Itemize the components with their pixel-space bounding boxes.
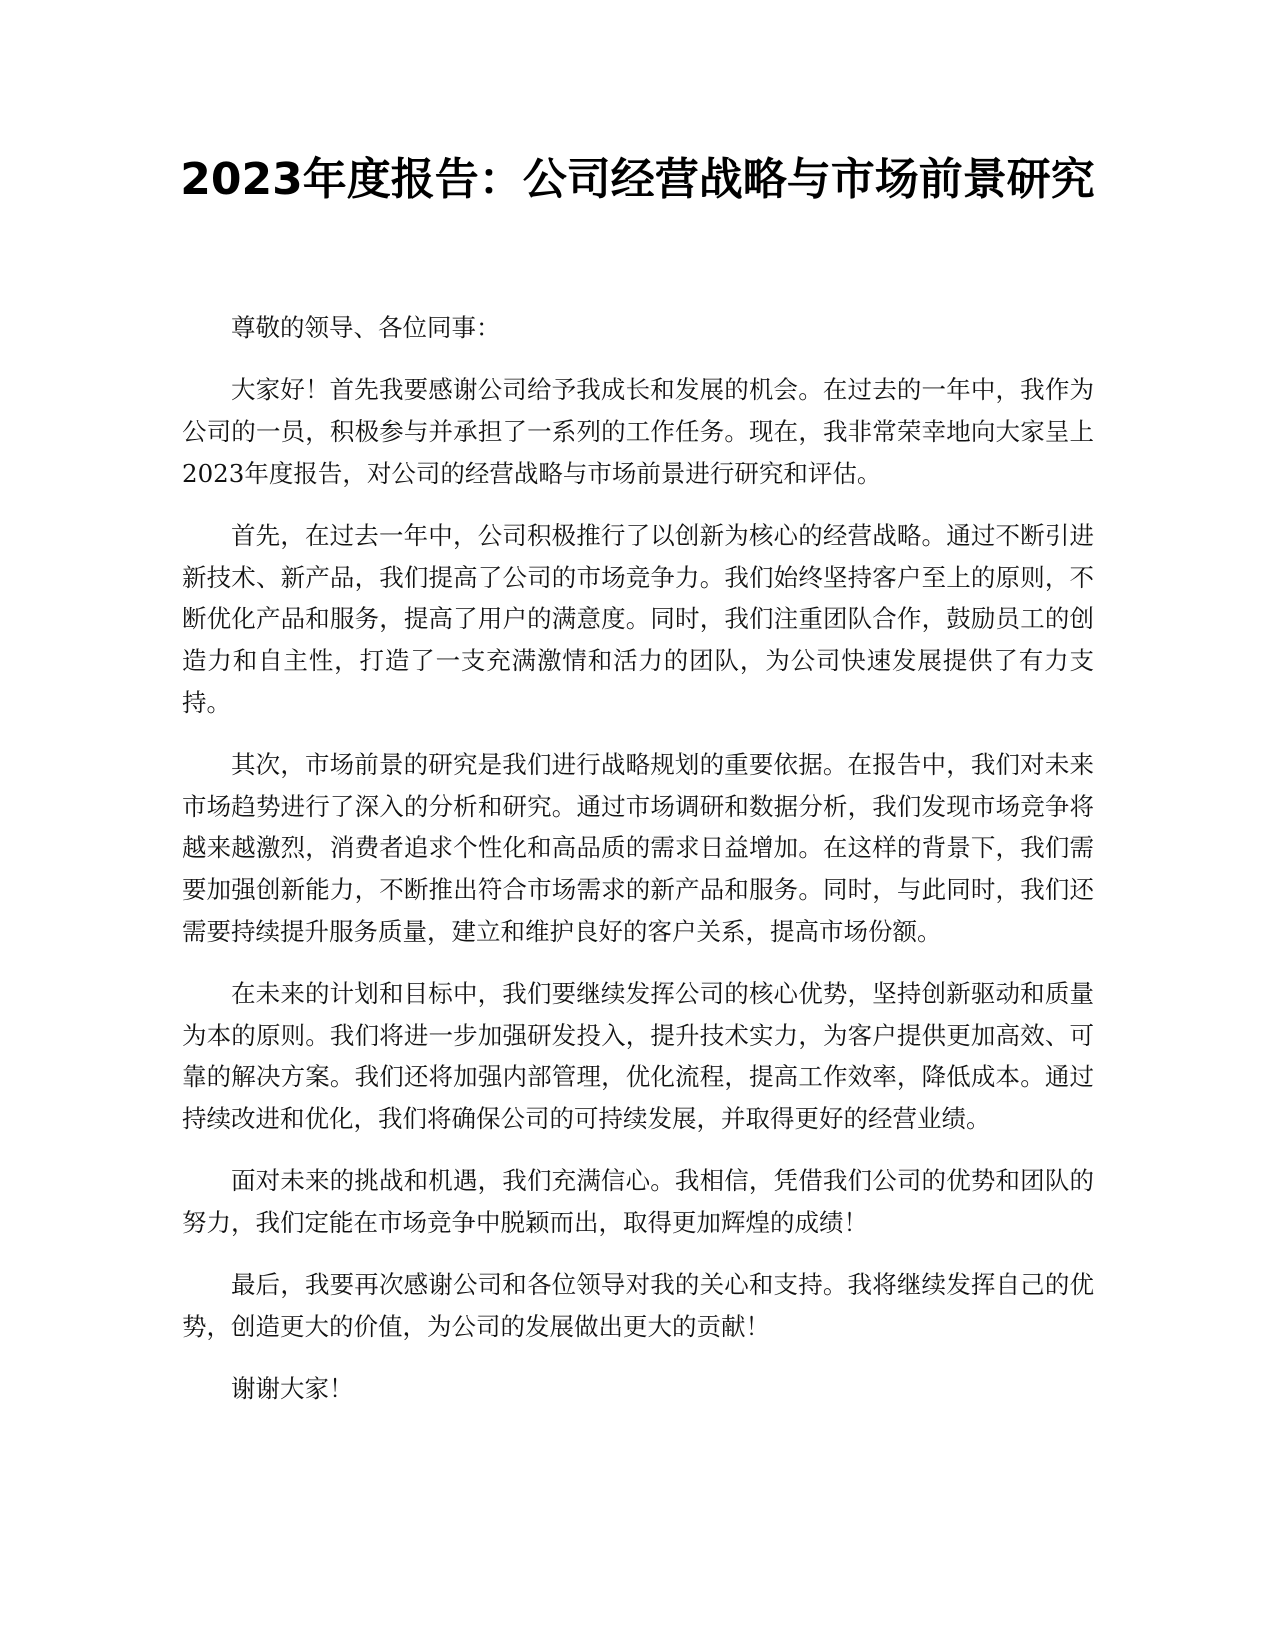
closing: 谢谢大家！	[231, 1373, 354, 1403]
paragraph-intro: 大家好！首先我要感谢公司给予我成长和发展的机会。在过去的一年中，我作为公司的一员，积极参与并承担了一系列的工作任务。现在，我非常荣幸地向大家呈上2023年度报告，对公司的经营战略与市场前景进行研究和评估。	[182, 375, 1094, 488]
paragraph-market-outlook: 其次，市场前景的研究是我们进行战略规划的重要依据。在报告中，我们对未来市场趋势进行了深入的分析和研究。通过市场调研和数据分析，我们发现市场竞争将越来越激烈，消费者追求个性化和高品质的需求日益增加。在这样的背景下，我们需要加强创新能力，不断推出符合市场需求的新产品和服务。同时，与此同时，我们还需要持续提升服务质量，建立和维护良好的客户关系，提高市场份额。	[182, 749, 1094, 946]
document-body	[182, 307, 1094, 1430]
paragraph-future-plans: 在未来的计划和目标中，我们要继续发挥公司的核心优势，坚持创新驱动和质量为本的原则。我们将进一步加强研发投入，提升技术实力，为客户提供更加高效、可靠的解决方案。我们还将加强内部管理，优化流程，提高工作效率，降低成本。通过持续改进和优化，我们将确保公司的可持续发展，并取得更好的经营业绩。	[182, 978, 1094, 1133]
salutation: 尊敬的领导、各位同事：	[231, 313, 501, 342]
paragraph-confidence: 面对未来的挑战和机遇，我们充满信心。我相信，凭借我们公司的优势和团队的努力，我们定能在市场竞争中脱颖而出，取得更加辉煌的成绩！	[182, 1166, 1094, 1237]
paragraph-thanks: 最后，我要再次感谢公司和各位领导对我的关心和支持。我将继续发挥自己的优势，创造更大的价值，为公司的发展做出更大的贡献！	[182, 1270, 1094, 1341]
paragraph-strategy: 首先，在过去一年中，公司积极推行了以创新为核心的经营战略。通过不断引进新技术、新产品，我们提高了公司的市场竞争力。我们始终坚持客户至上的原则，不断优化产品和服务，提高了用户的满意度。同时，我们注重团队合作，鼓励员工的创造力和自主性，打造了一支充满激情和活力的团队，为公司快速发展提供了有力支持。	[182, 520, 1094, 717]
document-title: 2023年度报告：公司经营战略与市场前景研究	[180, 154, 1095, 205]
